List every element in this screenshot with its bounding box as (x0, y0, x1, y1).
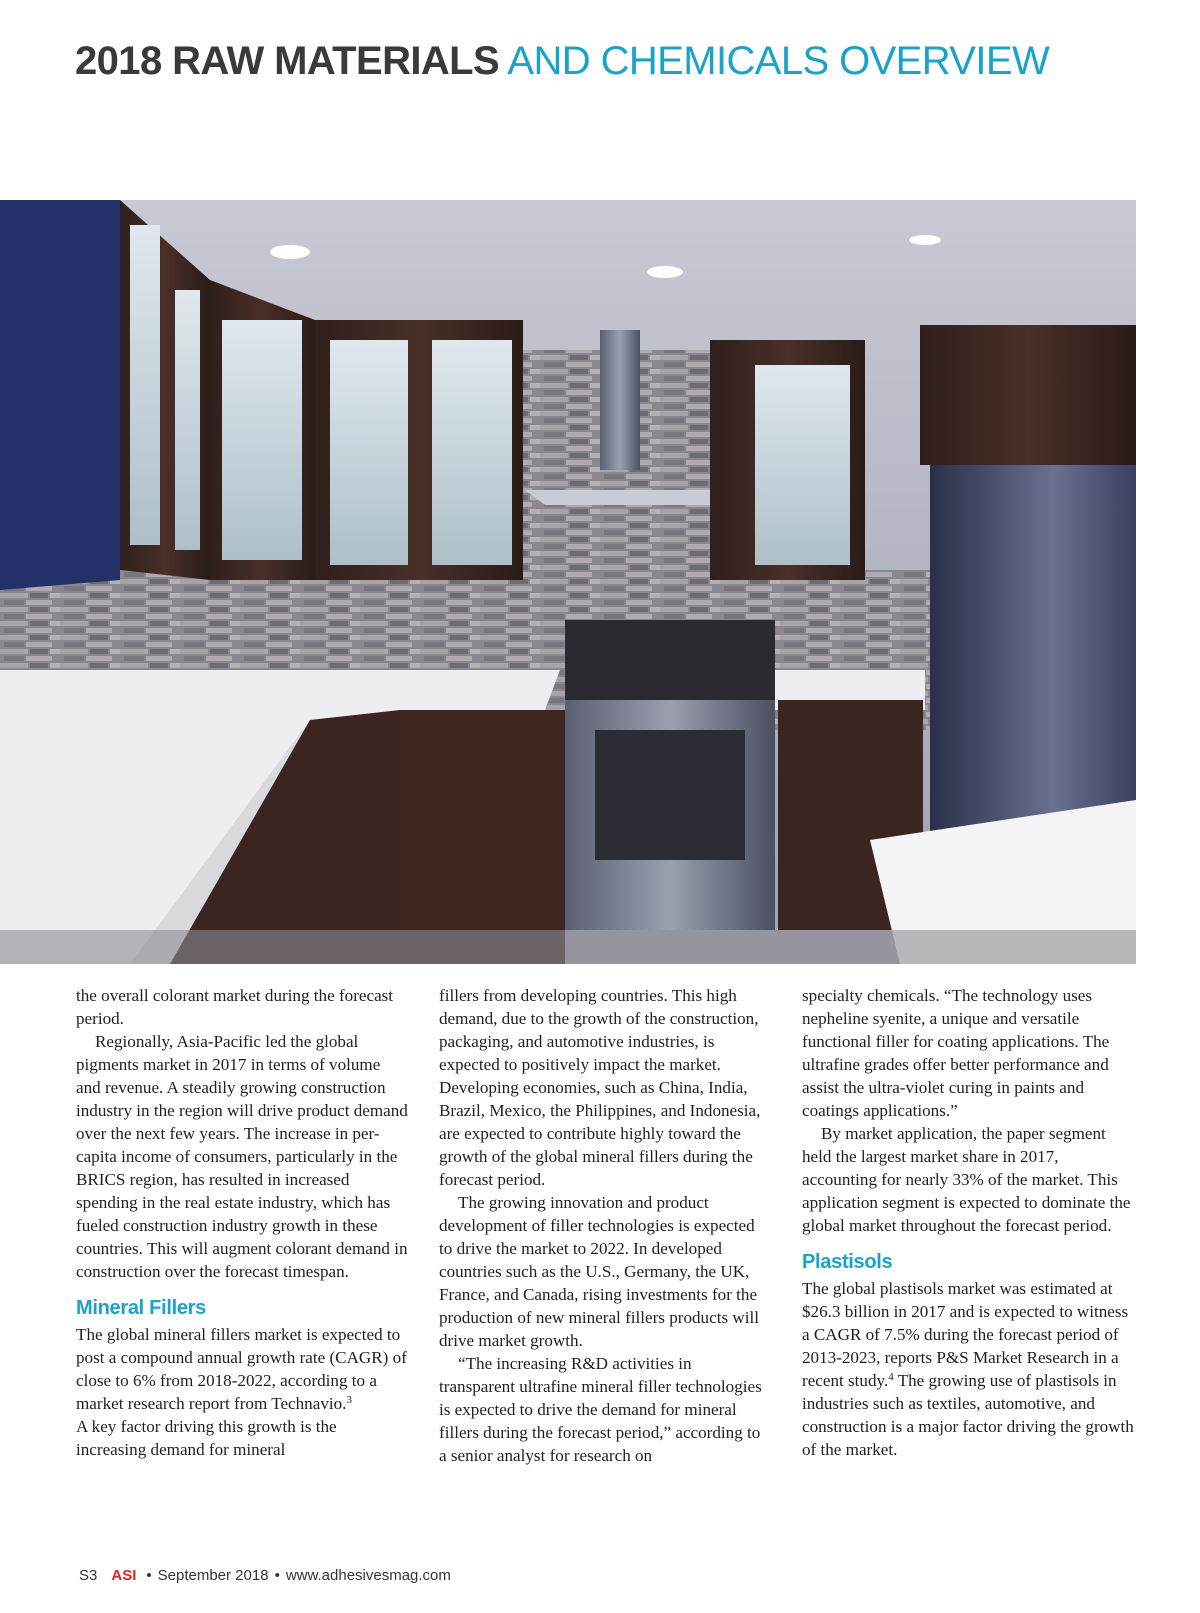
paragraph: A key factor driving this growth is the increasing demand for mineral (76, 1417, 337, 1459)
paragraph-text: The growing use of plastisols in industries such as textiles, automotive, and construction is a major factor driving the growth of the market. (802, 1371, 1134, 1459)
paragraph-text: The global mineral fillers market is expected to post a compound annual growth rate (CAGR) of close to 6% from 2018-2022, according to a market research report from Technavio. (76, 1325, 407, 1413)
issue-date: September 2018 (157, 1567, 269, 1584)
magazine-name: ASI (111, 1567, 137, 1584)
reference-marker: 4 (888, 1371, 894, 1383)
page-number: S3 (79, 1567, 98, 1584)
paragraph: “The increasing R&D activities in transparent ultrafine mineral filler technologies is expected to drive the demand for mineral fillers during the forecast period,” according to a senior analyst for research on (439, 1354, 762, 1465)
separator-dot: • (146, 1567, 152, 1584)
reference-marker: 3 (346, 1394, 352, 1406)
paragraph (76, 1323, 408, 1415)
paragraph: specialty chemicals. “The technology uses nepheline syenite, a unique and versatile functional filler for coating applications. The ultrafine grades offer better performance and assist the ultra-violet curing in paints and coatings applications.” (802, 986, 1110, 1120)
paragraph: Regionally, Asia-Pacific led the global pigments market in 2017 in terms of volume and revenue. A steadily growing construction industry in the region will drive product demand over the next few years. The increase in per-capita income of consumers, particularly in the BRICS region, has resulted in increased spending in the real estate industry, which has fueled construction industry growth in these countries. This will augment colorant demand in construction over the forecast timespan. (76, 1032, 408, 1281)
kitchen-photo (0, 200, 1136, 964)
paragraph-text: The global plastisols market was estimated at $26.3 billion in 2017 and is expected to witness a CAGR of 7.5% during the forecast period of 2013-2023, reports P&S Market Research in a recent study. (802, 1279, 1129, 1390)
title-bold: 2018 RAW MATERIALS (75, 39, 500, 83)
website-url: www.adhesivesmag.com (285, 1567, 451, 1584)
paragraph: The growing innovation and product development of filler technologies is expected to drive the market to 2022. In developed countries such as the U.S., Germany, the UK, France, and Canada, rising investments for the production of new mineral fillers products will drive market growth. (439, 1193, 759, 1350)
paragraph: fillers from developing countries. This high demand, due to the growth of the construction, packaging, and automotive industries, is expected to positively impact the market. Developing economies, such as China, India, Brazil, Mexico, the Philippines, and Indonesia, are expected to contribute highly toward the growth of the global mineral fillers during the forecast period. (439, 986, 761, 1189)
article-column-2 (439, 984, 771, 1467)
section-heading-mineral-fillers: Mineral Fillers (76, 1297, 206, 1319)
page-title (75, 34, 1049, 88)
paragraph (802, 1277, 1134, 1461)
paragraph: By market application, the paper segment held the largest market share in 2017, accounting for nearly 33% of the market. This application segment is expected to dominate the global market throughout the forecast period. (802, 1124, 1131, 1235)
paragraph: the overall colorant market during the forecast period. (76, 986, 394, 1028)
article-column-1 (76, 984, 408, 1461)
page-footer (79, 1567, 451, 1584)
separator-dot: • (274, 1567, 280, 1584)
article-column-3 (802, 984, 1134, 1461)
title-light: AND CHEMICALS OVERVIEW (507, 39, 1050, 83)
section-heading-plastisols: Plastisols (802, 1251, 893, 1273)
